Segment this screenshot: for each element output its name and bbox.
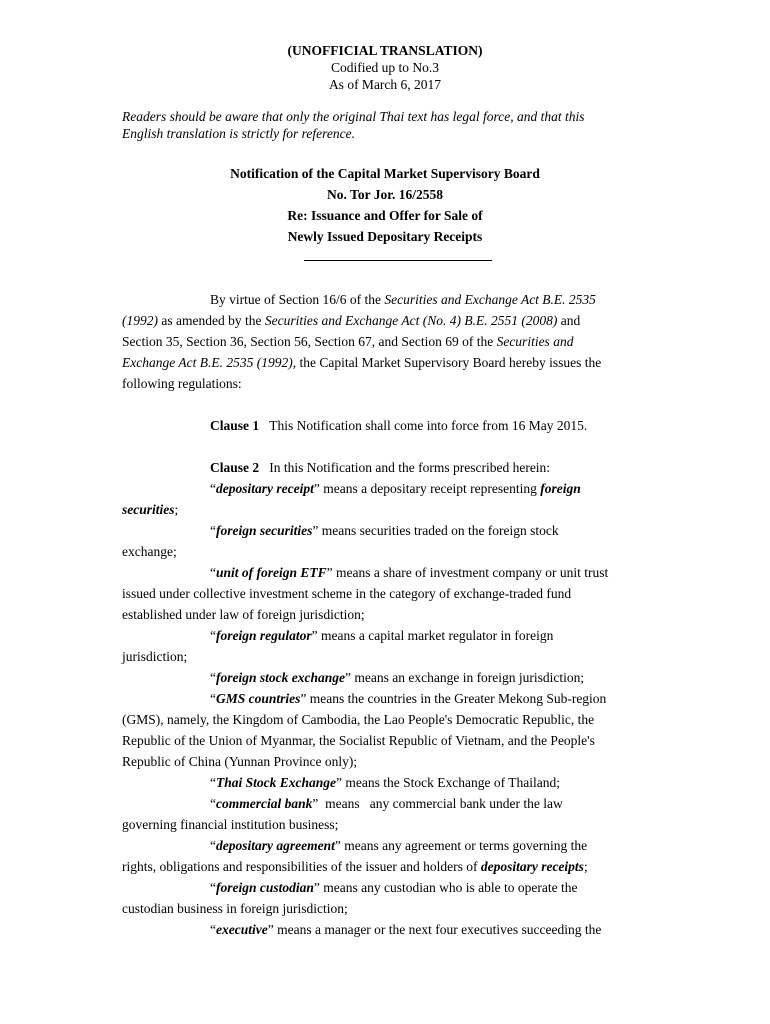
- definition-continuation: governing financial institution business;: [122, 817, 339, 832]
- quote: “: [210, 628, 216, 643]
- quote: “: [210, 670, 216, 685]
- defined-term: foreign stock exchange: [216, 670, 345, 685]
- defined-term: foreign custodian: [216, 880, 314, 895]
- definition-continuation: issued under collective investment scheme in the category of exchange-traded fund: [122, 586, 572, 601]
- defined-term: Thai Stock Exchange: [216, 775, 337, 790]
- notification-title: [0, 163, 770, 247]
- definition-continuation: [122, 499, 672, 520]
- legal-notice-line: English translation is strictly for reference.: [122, 126, 355, 141]
- title-line: Notification of the Capital Market Supervisory Board: [230, 166, 540, 181]
- preamble-line: [122, 310, 672, 331]
- defined-term: depositary receipt: [216, 481, 314, 496]
- defined-term: GMS countries: [216, 691, 301, 706]
- preamble-line: [122, 352, 672, 373]
- defined-term: foreign: [540, 481, 581, 496]
- definition-depositary-agreement: [122, 835, 672, 856]
- spacer: [122, 394, 672, 415]
- defined-term: unit of foreign ETF: [216, 565, 327, 580]
- quote: “: [210, 481, 216, 496]
- quote: “: [210, 775, 216, 790]
- quote: “: [210, 880, 216, 895]
- act-reference: (1992): [122, 313, 158, 328]
- legal-notice-line: Readers should be aware that only the original Thai text has legal force, and that this: [122, 109, 585, 124]
- definition-thai-stock-exchange: [122, 772, 672, 793]
- defined-term: commercial bank: [216, 796, 313, 811]
- definition-foreign-stock-exchange: [122, 667, 672, 688]
- definition-foreign-custodian: [122, 877, 672, 898]
- definition-foreign-securities: [122, 520, 672, 541]
- legal-notice: [122, 108, 682, 142]
- definition-text: ” means a share of investment company or unit trust: [326, 565, 609, 580]
- header-unofficial-translation: (UNOFFICIAL TRANSLATION): [287, 43, 483, 58]
- quote: “: [210, 691, 216, 706]
- text: Section 35, Section 36, Section 56, Section 67, and Section 69 of the: [122, 334, 497, 349]
- preamble-line: [122, 331, 672, 352]
- document-body: [122, 289, 672, 940]
- quote: “: [210, 523, 216, 538]
- definition-text: rights, obligations and responsibilities of the issuer and holders of: [122, 859, 481, 874]
- definition-text: ” means a capital market regulator in foreign: [311, 628, 554, 643]
- definition-text: ” means the countries in the Greater Mekong Sub-region: [300, 691, 607, 706]
- clause-2: [122, 457, 672, 478]
- clause-1: [122, 415, 672, 436]
- definition-text: ” means an exchange in foreign jurisdiction;: [345, 670, 585, 685]
- defined-term: foreign regulator: [216, 628, 312, 643]
- definition-text: ” means any commercial bank under the law: [312, 796, 563, 811]
- definition-text: ” means a manager or the next four executives succeeding the: [267, 922, 602, 937]
- definition-commercial-bank: [122, 793, 672, 814]
- definition-continuation: custodian business in foreign jurisdiction;: [122, 901, 348, 916]
- preamble-line: [122, 289, 672, 310]
- header-as-of-date: As of March 6, 2017: [328, 77, 442, 92]
- title-line: Re: Issuance and Offer for Sale of: [287, 208, 483, 223]
- definition-text: ” means the Stock Exchange of Thailand;: [336, 775, 560, 790]
- definition-continuation: exchange;: [122, 544, 177, 559]
- defined-term: depositary agreement: [216, 838, 335, 853]
- definition-gms-countries: [122, 688, 672, 709]
- quote: “: [210, 922, 216, 937]
- act-reference: Securities and Exchange Act (No. 4) B.E. 2551 (2008): [264, 313, 558, 328]
- spacer: [122, 436, 672, 457]
- definition-text: ” means a depositary receipt representing: [313, 481, 541, 496]
- preamble-line: following regulations:: [122, 376, 242, 391]
- title-line: Newly Issued Depositary Receipts: [287, 229, 483, 244]
- quote: “: [210, 565, 216, 580]
- defined-term: depositary receipts: [480, 859, 584, 874]
- definition-text: ” means securities traded on the foreign stock: [312, 523, 559, 538]
- definition-continuation: jurisdiction;: [122, 649, 188, 664]
- definition-continuation: established under law of foreign jurisdiction;: [122, 607, 365, 622]
- title-line: No. Tor Jor. 16/2558: [327, 187, 443, 202]
- definition-unit-of-foreign-etf: [122, 562, 672, 583]
- act-reference: Exchange Act B.E. 2535 (1992): [122, 355, 293, 370]
- clause-label: Clause 2: [210, 460, 260, 475]
- definition-text: ;: [174, 502, 179, 517]
- text: as amended by the: [158, 313, 265, 328]
- clause-text: This Notification shall come into force from 16 May 2015.: [269, 418, 588, 433]
- act-reference: Securities and: [496, 334, 574, 349]
- quote: “: [210, 838, 216, 853]
- definition-foreign-regulator: [122, 625, 672, 646]
- text: By virtue of Section 16/6 of the: [210, 292, 385, 307]
- definition-text: ;: [583, 859, 588, 874]
- definition-depositary-receipt: [122, 478, 672, 499]
- clause-text: In this Notification and the forms prescribed herein:: [269, 460, 551, 475]
- definition-text: ” means any custodian who is able to operate the: [313, 880, 578, 895]
- definition-continuation: [122, 856, 672, 877]
- text: , the Capital Market Supervisory Board hereby issues the: [292, 355, 602, 370]
- defined-term: executive: [216, 922, 268, 937]
- act-reference: Securities and Exchange Act B.E. 2535: [384, 292, 596, 307]
- definition-executive: [122, 919, 672, 940]
- defined-term: foreign securities: [216, 523, 313, 538]
- title-divider: [304, 260, 492, 261]
- definition-continuation: Republic of the Union of Myanmar, the Socialist Republic of Vietnam, and the People's: [122, 733, 595, 748]
- definition-continuation: (GMS), namely, the Kingdom of Cambodia, the Lao People's Democratic Republic, the: [122, 712, 595, 727]
- text: and: [557, 313, 581, 328]
- translation-header: [0, 42, 770, 93]
- quote: “: [210, 796, 216, 811]
- definition-text: ” means any agreement or terms governing the: [334, 838, 588, 853]
- header-codified: Codified up to No.3: [331, 60, 439, 75]
- defined-term: securities: [122, 502, 175, 517]
- definition-continuation: Republic of China (Yunnan Province only);: [122, 754, 358, 769]
- clause-label: Clause 1: [210, 418, 260, 433]
